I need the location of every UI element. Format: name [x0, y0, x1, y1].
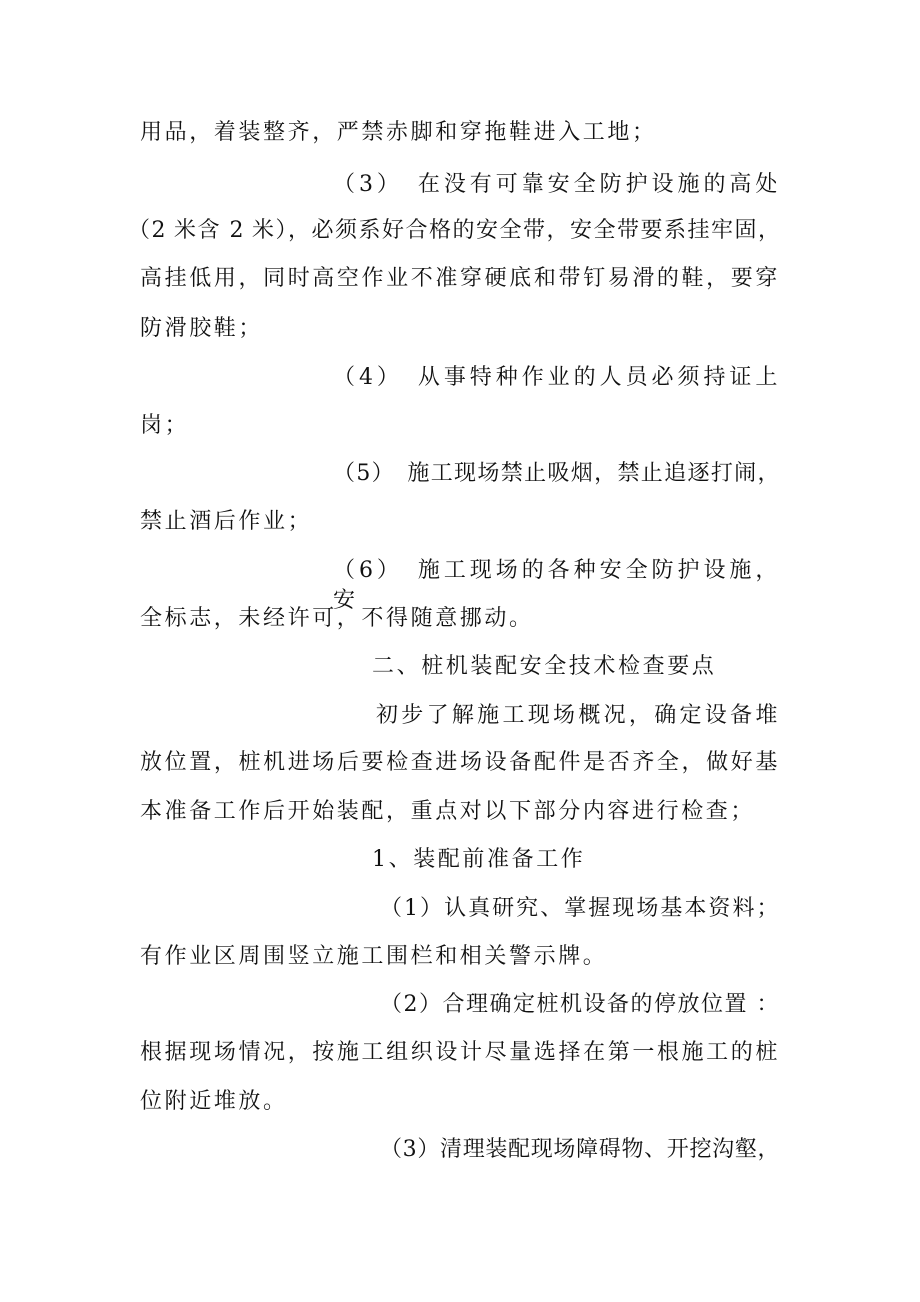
- text-line-4: 高挂低用，同时高空作业不准穿硬底和带钉易滑的鞋，要穿: [140, 266, 780, 291]
- text-line-21: 位附近堆放。: [140, 1089, 288, 1114]
- text-line-18: 有作业区周围竖立施工围栏和相关警示牌。: [140, 944, 608, 969]
- text-line-11: 全标志，未经许可，不得随意挪动。: [140, 606, 534, 631]
- text-line-6: （4） 从事特种作业的人员必须持证上: [333, 365, 780, 390]
- text-line-8: （5） 施工现场禁止吸烟，禁止追逐打闹，: [333, 461, 780, 486]
- text-line-2: （3） 在没有可靠安全防护设施的高处: [333, 172, 780, 197]
- text-line-22: （3）清理装配现场障碍物、开挖沟壑，: [380, 1137, 780, 1162]
- subsection-heading: 1、装配前准备工作: [372, 847, 586, 872]
- text-line-9: 禁止酒后作业；: [140, 509, 313, 534]
- text-line-20: 根据现场情况，按施工组织设计尽量选择在第一根施工的桩: [140, 1040, 780, 1065]
- text-line-7: 岗；: [140, 413, 190, 438]
- text-line-13: 初步了解施工现场概况，确定设备堆: [376, 703, 780, 728]
- text-line-10: （6） 施工现场的各种安全防护设施，安: [333, 558, 780, 613]
- text-line-14: 放位置，桩机进场后要检查进场设备配件是否齐全，做好基: [140, 750, 780, 775]
- text-line-5: 防滑胶鞋；: [140, 316, 264, 341]
- text-line-3: （2 米含 2 米），必须系好合格的安全带，安全带要系挂牢固，: [128, 218, 780, 243]
- section-heading: 二、桩机装配安全技术检查要点: [372, 654, 717, 679]
- text-line-15: 本准备工作后开始装配，重点对以下部分内容进行检查；: [140, 799, 756, 824]
- text-line-17: （1）认真研究、掌握现场基本资料；: [380, 896, 780, 921]
- text-line-19: （2）合理确定桩机设备的停放位置 ：: [380, 992, 780, 1017]
- text-line-1: 用品，着装整齐，严禁赤脚和穿拖鞋进入工地；: [140, 120, 657, 145]
